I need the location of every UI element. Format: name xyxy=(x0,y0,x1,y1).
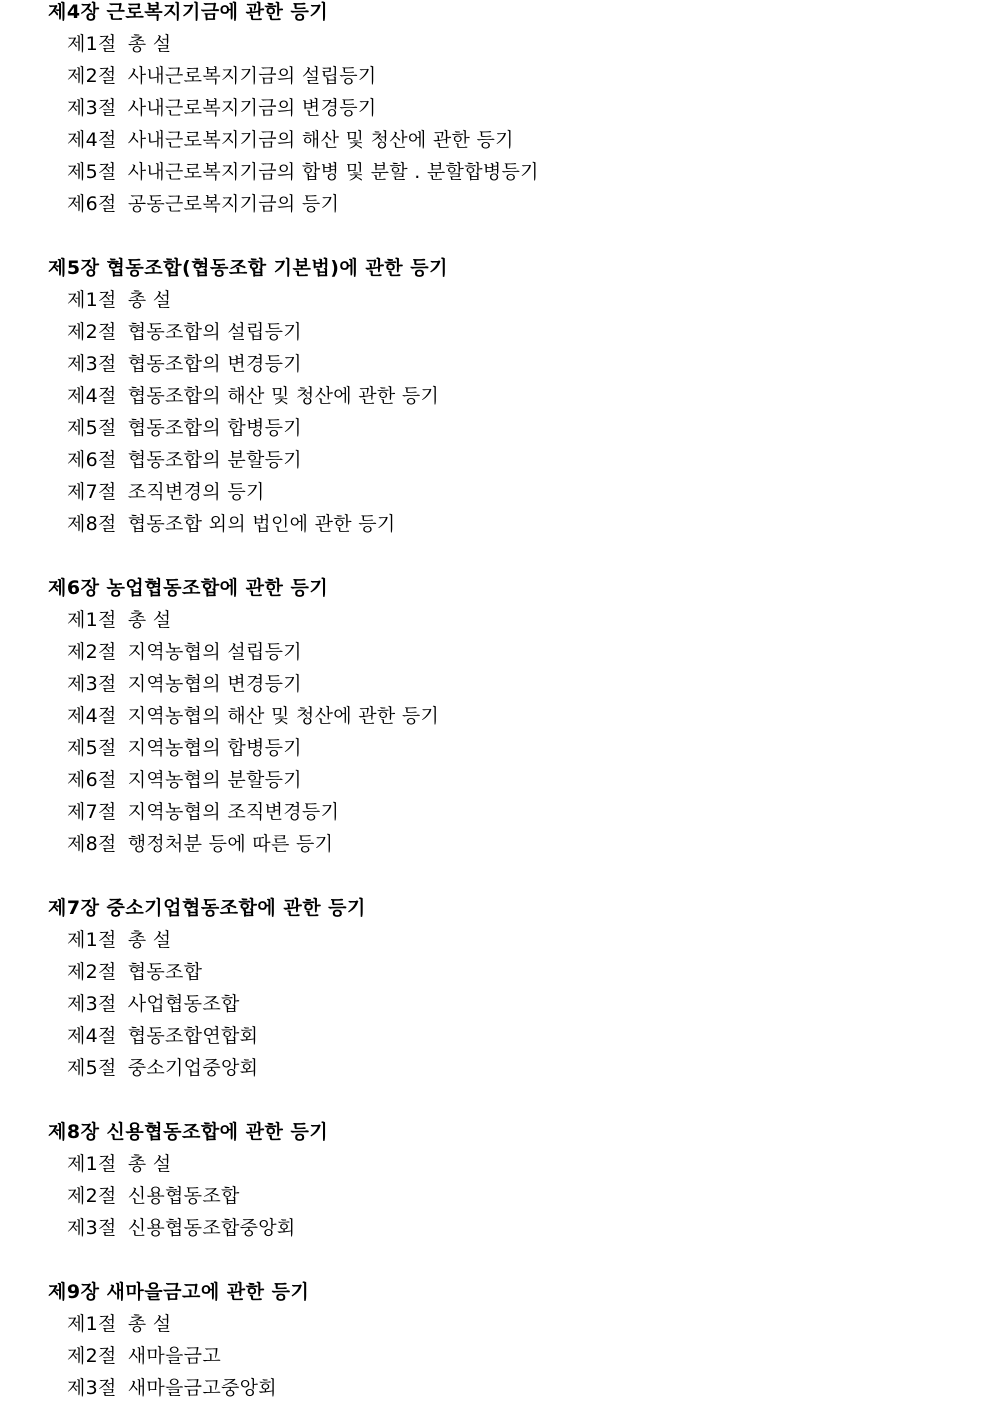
section-item xyxy=(67,736,992,768)
section-number: 제4절 xyxy=(67,129,117,151)
section-number: 제4절 xyxy=(67,705,117,727)
section-number: 제7절 xyxy=(67,481,117,503)
section-title: 지역농협의 분할등기 xyxy=(127,769,302,791)
section-title: 총 설 xyxy=(127,929,172,951)
section-item xyxy=(67,352,992,384)
section-title: 신용협동조합 xyxy=(127,1185,240,1207)
section-item xyxy=(67,640,992,672)
section-title: 사내근로복지기금의 합병 및 분할 . 분할합병등기 xyxy=(127,161,539,183)
section-item xyxy=(67,128,992,160)
section-title: 협동조합의 합병등기 xyxy=(127,417,302,439)
section-item xyxy=(67,416,992,448)
section-item xyxy=(67,1376,992,1408)
section-list xyxy=(0,1152,992,1248)
section-title: 총 설 xyxy=(127,289,172,311)
chapter xyxy=(0,256,992,544)
section-number: 제2절 xyxy=(67,65,117,87)
section-item xyxy=(67,960,992,992)
section-title: 총 설 xyxy=(127,1153,172,1175)
section-list xyxy=(0,928,992,1088)
section-title: 총 설 xyxy=(127,1313,172,1335)
section-title: 협동조합의 해산 및 청산에 관한 등기 xyxy=(127,385,440,407)
section-item xyxy=(67,672,992,704)
section-number: 제1절 xyxy=(67,33,117,55)
section-list xyxy=(0,32,992,224)
chapter-title: 제5장 협동조합(협동조합 기본법)에 관한 등기 xyxy=(48,257,448,279)
section-title: 사내근로복지기금의 설립등기 xyxy=(127,65,377,87)
section-number: 제2절 xyxy=(67,321,117,343)
chapter-title: 제4장 근로복지기금에 관한 등기 xyxy=(48,1,329,23)
chapter-title: 제6장 농업협동조합에 관한 등기 xyxy=(48,577,329,599)
section-title: 사업협동조합 xyxy=(127,993,240,1015)
section-item xyxy=(67,96,992,128)
chapter xyxy=(0,1280,992,1408)
section-title: 새마을금고중앙회 xyxy=(127,1377,277,1399)
section-item xyxy=(67,1216,992,1248)
section-title: 총 설 xyxy=(127,609,172,631)
section-title: 협동조합의 분할등기 xyxy=(127,449,302,471)
section-number: 제3절 xyxy=(67,1377,117,1399)
section-number: 제1절 xyxy=(67,1313,117,1335)
section-item xyxy=(67,448,992,480)
section-title: 협동조합의 변경등기 xyxy=(127,353,302,375)
chapter xyxy=(0,576,992,864)
section-number: 제2절 xyxy=(67,641,117,663)
section-number: 제2절 xyxy=(67,1185,117,1207)
section-item xyxy=(67,928,992,960)
section-title: 중소기업중앙회 xyxy=(127,1057,259,1079)
section-item xyxy=(67,1152,992,1184)
section-title: 사내근로복지기금의 해산 및 청산에 관한 등기 xyxy=(127,129,514,151)
section-title: 총 설 xyxy=(127,33,172,55)
section-item xyxy=(67,608,992,640)
section-number: 제6절 xyxy=(67,449,117,471)
section-number: 제3절 xyxy=(67,97,117,119)
section-number: 제3절 xyxy=(67,993,117,1015)
section-number: 제6절 xyxy=(67,769,117,791)
chapter xyxy=(0,0,992,224)
section-item xyxy=(67,768,992,800)
section-item xyxy=(67,192,992,224)
section-number: 제3절 xyxy=(67,353,117,375)
section-number: 제7절 xyxy=(67,801,117,823)
section-item xyxy=(67,384,992,416)
section-title: 지역농협의 해산 및 청산에 관한 등기 xyxy=(127,705,440,727)
section-item xyxy=(67,320,992,352)
section-title: 사내근로복지기금의 변경등기 xyxy=(127,97,377,119)
section-item xyxy=(67,1312,992,1344)
chapter xyxy=(0,1120,992,1248)
section-title: 협동조합 외의 법인에 관한 등기 xyxy=(127,513,396,535)
section-title: 협동조합연합회 xyxy=(127,1025,259,1047)
section-number: 제3절 xyxy=(67,1217,117,1239)
section-item xyxy=(67,832,992,864)
section-number: 제6절 xyxy=(67,193,117,215)
section-list xyxy=(0,608,992,864)
section-item xyxy=(67,160,992,192)
chapter-title: 제8장 신용협동조합에 관한 등기 xyxy=(48,1121,329,1143)
section-title: 지역농협의 변경등기 xyxy=(127,673,302,695)
section-number: 제2절 xyxy=(67,1345,117,1367)
section-number: 제5절 xyxy=(67,1057,117,1079)
section-title: 지역농협의 설립등기 xyxy=(127,641,302,663)
section-list xyxy=(0,288,992,544)
section-title: 신용협동조합중앙회 xyxy=(127,1217,296,1239)
section-title: 지역농협의 합병등기 xyxy=(127,737,302,759)
section-number: 제2절 xyxy=(67,961,117,983)
section-number: 제5절 xyxy=(67,161,117,183)
section-number: 제1절 xyxy=(67,1153,117,1175)
chapter-title: 제7장 중소기업협동조합에 관한 등기 xyxy=(48,897,366,919)
section-title: 행정처분 등에 따른 등기 xyxy=(127,833,334,855)
chapter xyxy=(0,896,992,1088)
section-item xyxy=(67,1184,992,1216)
section-item xyxy=(67,288,992,320)
section-item xyxy=(67,704,992,736)
section-item xyxy=(67,480,992,512)
section-number: 제3절 xyxy=(67,673,117,695)
section-number: 제4절 xyxy=(67,1025,117,1047)
section-number: 제4절 xyxy=(67,385,117,407)
section-title: 협동조합 xyxy=(127,961,203,983)
section-number: 제1절 xyxy=(67,929,117,951)
section-item xyxy=(67,32,992,64)
section-title: 새마을금고 xyxy=(127,1345,221,1367)
section-item xyxy=(67,992,992,1024)
section-item xyxy=(67,800,992,832)
section-number: 제1절 xyxy=(67,289,117,311)
section-title: 지역농협의 조직변경등기 xyxy=(127,801,340,823)
section-number: 제8절 xyxy=(67,513,117,535)
section-number: 제5절 xyxy=(67,737,117,759)
section-number: 제5절 xyxy=(67,417,117,439)
section-title: 협동조합의 설립등기 xyxy=(127,321,302,343)
section-title: 공동근로복지기금의 등기 xyxy=(127,193,340,215)
section-item xyxy=(67,1056,992,1088)
section-item xyxy=(67,64,992,96)
section-title: 조직변경의 등기 xyxy=(127,481,265,503)
section-number: 제8절 xyxy=(67,833,117,855)
section-list xyxy=(0,1312,992,1408)
section-item xyxy=(67,1024,992,1056)
section-number: 제1절 xyxy=(67,609,117,631)
chapter-title: 제9장 새마을금고에 관한 등기 xyxy=(48,1281,310,1303)
section-item xyxy=(67,512,992,544)
section-item xyxy=(67,1344,992,1376)
